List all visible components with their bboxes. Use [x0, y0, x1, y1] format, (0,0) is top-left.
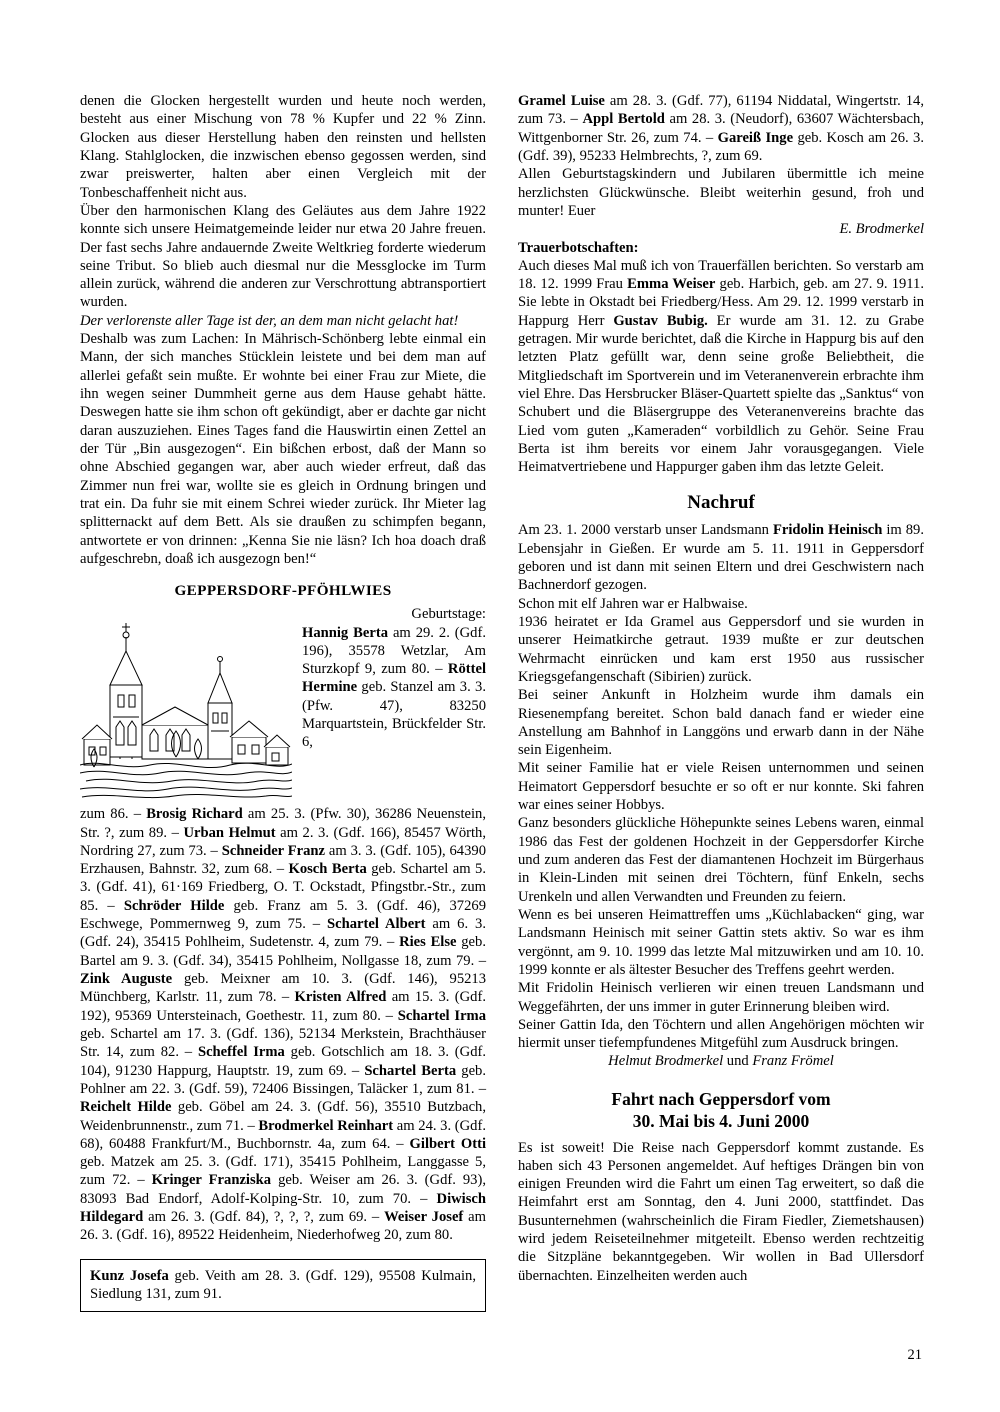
trip-heading-line1: Fahrt nach Geppersdorf vom	[611, 1088, 831, 1109]
greeting-paragraph: Allen Geburtstagskindern und Jubilaren übermittle ich meine herzlichsten Glückwünsche. Bleibt weiterhin gesund, froh und munter! Euer	[518, 166, 924, 219]
nachruf-paragraph: Mit Fridolin Heinisch verlieren wir einen treuen Landsmann und Weggefährten, der uns immer in guter Erinnerung bleiben wird.	[518, 980, 924, 1015]
birthday-continuation: Gramel Luise am 28. 3. (Gdf. 77), 61194 Niddatal, Wingertstr. 14, zum 73. – Appl Bertold am 28. 3. (Neudorf), 63607 Wächtersbach, Wittgenborner Str. 26, zum 74. – Gareiß Inge geb. Kosch am 26. 3. (Gdf. 39), 95233 Helmbrechts, ?, zum 69.	[518, 93, 924, 164]
italic-proverb: Der verlorenste aller Tage ist der, an dem man nicht gelacht hat!	[80, 312, 459, 329]
nachruf-paragraph: Schon mit elf Jahren war er Halbwaise.	[518, 595, 748, 612]
paragraph-anecdote: Deshalb was zum Lachen: In Mährisch-Schönberg lebte einmal ein Mann, der sich manches Stücklein leistete und bei dem man auf allerlei gefaßt sein mußte. Er wohnte bei einer Frau zur Miete, die ihn wegen seiner Dummheit gerne aus dem Hause gehabt hätte. Deswegen hatte sie ihm schon oft gekündigt, aber er dachte gar nicht daran auszuziehen. Eines Tages fand die Hauswirtin einen Zettel an der Tür „Bin ausgezogen“. Ein bißchen erbost, daß der Mann so ohne Abschied gegangen war, aber auch wieder erfreut, daß das Zimmer nun frei war, wollte sie es gleich in Ordnung bringen und trat ein. Da fuhr sie mit einem Schrei wieder zurück. Ihr Mieter lag splitternackt auf dem Bett. Als sie draußen zu schimpfen begann, antwortete er von drinnen: „Kenna Sie nie läsn? Ich hoa doach draß aufgeschrebn, doaß ich ausgezogn ben!“	[80, 331, 486, 567]
page-number: 21	[907, 1347, 922, 1363]
village-church-line-drawing-icon	[80, 607, 292, 803]
nachruf-body	[518, 521, 924, 1052]
nachruf-paragraph: Mit seiner Familie hat er viele Reisen unternommen und seinen Heimatort Geppersdorf besuchte er so oft er nur konnte. Ski fahren war eines seiner Hobbys.	[518, 760, 924, 814]
nachruf-signature: Helmut Brodmerkel und Franz Frömel	[608, 1053, 834, 1070]
trip-heading	[518, 1089, 924, 1133]
trip-heading-line2: 30. Mai bis 4. Juni 2000	[632, 1110, 810, 1131]
birthday-entries-wrapped: Hannig Berta am 29. 2. (Gdf. 196), 35578 Wetzlar, Am Sturzkopf 9, zum 80. – Röttel Hermine geb. Stanzel am 3. 3. (Pfw. 47), 83250 Marquartstein, Brückfelder Str. 6,	[302, 624, 486, 751]
greeting-signature: E. Brodmerkel	[839, 221, 924, 238]
right-column	[518, 92, 924, 1312]
obituary-section-heading: Trauerbotschaften:	[518, 239, 639, 256]
two-column-layout	[80, 92, 925, 1312]
paragraph-bell-history: Über den harmonischen Klang des Geläutes aus dem Jahre 1922 konnte sich unsere Heimatgemeinde leider nur etwa 20 Jahre freuen. Der fast sechs Jahre andauernde Zweite Weltkrieg forderte wiederum seine Tribut. So blieb auch diesmal nur die Messglocke im Turm allein zurück, während die anderen zur Verschrottung abtransportiert wurden.	[80, 202, 486, 311]
nachruf-paragraph: Seiner Gattin Ida, den Töchtern und allen Angehörigen möchten wir hiermit unser tiefempfundenes Mitgefühl zum Ausdruck bringen.	[518, 1016, 924, 1052]
illustration-and-birthdays	[80, 605, 486, 805]
nachruf-paragraph: Am 23. 1. 2000 verstarb unser Landsmann Fridolin Heinisch im 89. Lebensjahr in Gießen. Er wurde am 5. 11. 1911 in Geppersdorf geboren und ist dann mit seinen Eltern und drei Geschwistern nach Bachnerdorf gezogen.	[518, 522, 924, 594]
nachruf-paragraph: Wenn es bei unseren Heimattreffen ums „Küchlabacken“ ging, war Landsmann Heinisch mit seiner Gattin stets aktiv. So war es ihm vergönnt, am 9. 10. 1999 das letzte Mal mitzuwirken und am 10. 10. 1999 konnte er als ältester Besucher des Treffens geehrt werden.	[518, 906, 924, 978]
nachruf-heading: Nachruf	[687, 491, 755, 513]
nachruf-paragraph: Bei seiner Ankunft in Holzheim wurde ihm damals ein Riesenempfang bereitet. Schon bald danach fand er wieder eine Anstellung am Bahnhof in Langgöns und erwarb dann in der Nähe sein Eigenheim.	[518, 687, 924, 759]
nachruf-paragraph: Ganz besonders glückliche Höhepunkte seines Lebens waren, einmal 1986 das Fest der goldenen Hochzeit in der Geppersdorfer Kirche und zum anderen das Fest der diamantenen Hochzeit im Bürgerhaus in Klein-Linden mit seinen drei Töchtern, fünf Enkeln, sechs Urenkeln und allen Verwandten und Freunden zu feiern.	[518, 815, 924, 905]
section-heading-geppersdorf: GEPPERSDORF-PFÖHLWIES	[174, 582, 392, 600]
obituary-text: Auch dieses Mal muß ich von Trauerfällen berichten. So verstarb am 18. 12. 1999 Frau Emma Weiser geb. Harbich, geb. am 27. 9. 1911. Sie lebte in Okstadt bei Friedberg/Hess. Am 29. 12. 1999 verstarb in Happurg Herr Gustav Bubig. Er wurde am 31. 12. zu Grabe getragen. Mir wurde berichtet, daß die Kirche in Happurg bis auf den letzten Platz gefüllt war, denn seine große Beliebtheit, die Mitgliedschaft im Sportverein und im Veteranenverein erbrachte ihm viel Ehre. Das Hersbrucker Bläser-Quartett spielte das „Sanktus“ von Schubert und die Bläsergruppe des Veteranenvereins brachte das Lied vom guten „Kameraden“ vorbildlich zu Gehör. Seine Frau Berta ist ihm bereits vor einem Jahr vorausgegangen. Viele Heimatvertriebene und Happurger gaben ihm das letzte Geleit.	[518, 257, 925, 476]
paragraph-bell-material: denen die Glocken hergestellt wurden und heute noch werden, besteht aus einer Mischung von 78 % Kupfer und 22 % Zinn. Glocken aus dieser Herstellung haben den reinsten und hellsten Klang. Stahlglocken, die inzwischen ebenso gegossen werden, sind zwar preiswerter, halten aber einen Vergleich mit der Tonbeschaffenheit nicht aus.	[80, 93, 486, 201]
trip-text: Es ist soweit! Die Reise nach Geppersdorf kommt zustande. Es haben sich 43 Personen angemeldet. Auf heftiges Drängen bin von einigen Freunden wird die Fahrt um einen Tag erweitert, so daß die Heimfahrt erst am Sonntag, den 4. Juni 2000, stattfindet. Das Busunternehmen (wahrscheinlich die Firam Fiedler, Ziemetshausen) wird jedem Reiseteilnehmer mitgeteilt. Ebenso werden rechtzeitig die Sitzpläne bekanntgegeben. Wir wollen in Bad Ullersdorf übernachten. Einzelheiten werden auch	[518, 1139, 924, 1284]
birthday-entries-continued: zum 86. – Brosig Richard am 25. 3. (Pfw. 30), 36286 Neuenstein, Str. ?, zum 89. – Urban Helmut am 2. 3. (Gdf. 166), 85457 Wörth, Nordring 27, zum 73. – Schneider Franz am 3. 3. (Gdf. 105), 64390 Erzhausen, Bahnstr. 32, zum 68. – Kosch Berta geb. Schartel am 5. 3. (Gdf. 41), 61·169 Friedberg, O. T. Ockstadt, Pfingstbr.-Str., zum 85. – Schröder Hilde geb. Franz am 5. 3. (Gdf. 46), 37269 Eschwege, Pommernweg 9, zum 75. – Schartel Albert am 6. 3. (Gdf. 24), 35415 Pohlheim, Sudetenstr. 4, zum 79. – Ries Else geb. Bartel am 9. 3. (Gdf. 34), 35415 Pohlheim, Nollgasse 18, zum 79. – Zink Auguste geb. Meixner am 10. 3. (Gdf. 146), 95213 Münchberg, Karlstr. 11, zum 78. – Kristen Alfred am 15. 3. (Gdf. 192), 95369 Untersteinach, Goethestr. 11, zum 80. – Schartel Irma geb. Schartel am 17. 3. (Gdf. 136), 52134 Merkstein, Brachthäuser Str. 14, zum 82. – Scheffel Irma geb. Gotschlich am 18. 3. (Gdf. 104), 91230 Happurg, Hauptstr. 19, zum 69. – Schartel Berta geb. Pohlner am 22. 3. (Gdf. 59), 72406 Bissingen, Taläcker 1, zum 81. – Reichelt Hilde geb. Göbel am 24. 3. (Gdf. 56), 35510 Butzbach, Weidenbrunnenstr., zum 71. – Brodmerkel Reinhart am 24. 3. (Gdf. 68), 60488 Frankfurt/M., Buchbornstr. 4a, zum 64. – Gilbert Otti geb. Matzek am 25. 3. (Gdf. 171), 35415 Pohlheim, Langgasse 5, zum 72. – Kringer Franziska geb. Weiser am 26. 3. (Gdf. 93), 83093 Bad Endorf, Adolf-Kolping-Str. 10, zum 70. – Diwisch Hildegard am 26. 3. (Gdf. 84), ?, ?, ?, zum 69. – Weiser Josef am 26. 3. (Gdf. 16), 89522 Heidenheim, Niederhofweg 20, zum 80.	[80, 806, 487, 1244]
left-column	[80, 92, 486, 1312]
birthdays-label: Geburtstage:	[411, 606, 486, 623]
boxed-birthday-note: Kunz Josefa geb. Veith am 28. 3. (Gdf. 129), 95508 Kulmain, Siedlung 131, zum 91.	[80, 1259, 486, 1313]
nachruf-paragraph: 1936 heiratet er Ida Gramel aus Geppersdorf und sie wurden in unserer Heimatkirche getraut. 1939 mußte er zur deutschen Wehrmacht einrücken und kam erst 1950 aus russischer Kriegsgefangenschaft (Sibirien) zurück.	[518, 613, 924, 685]
